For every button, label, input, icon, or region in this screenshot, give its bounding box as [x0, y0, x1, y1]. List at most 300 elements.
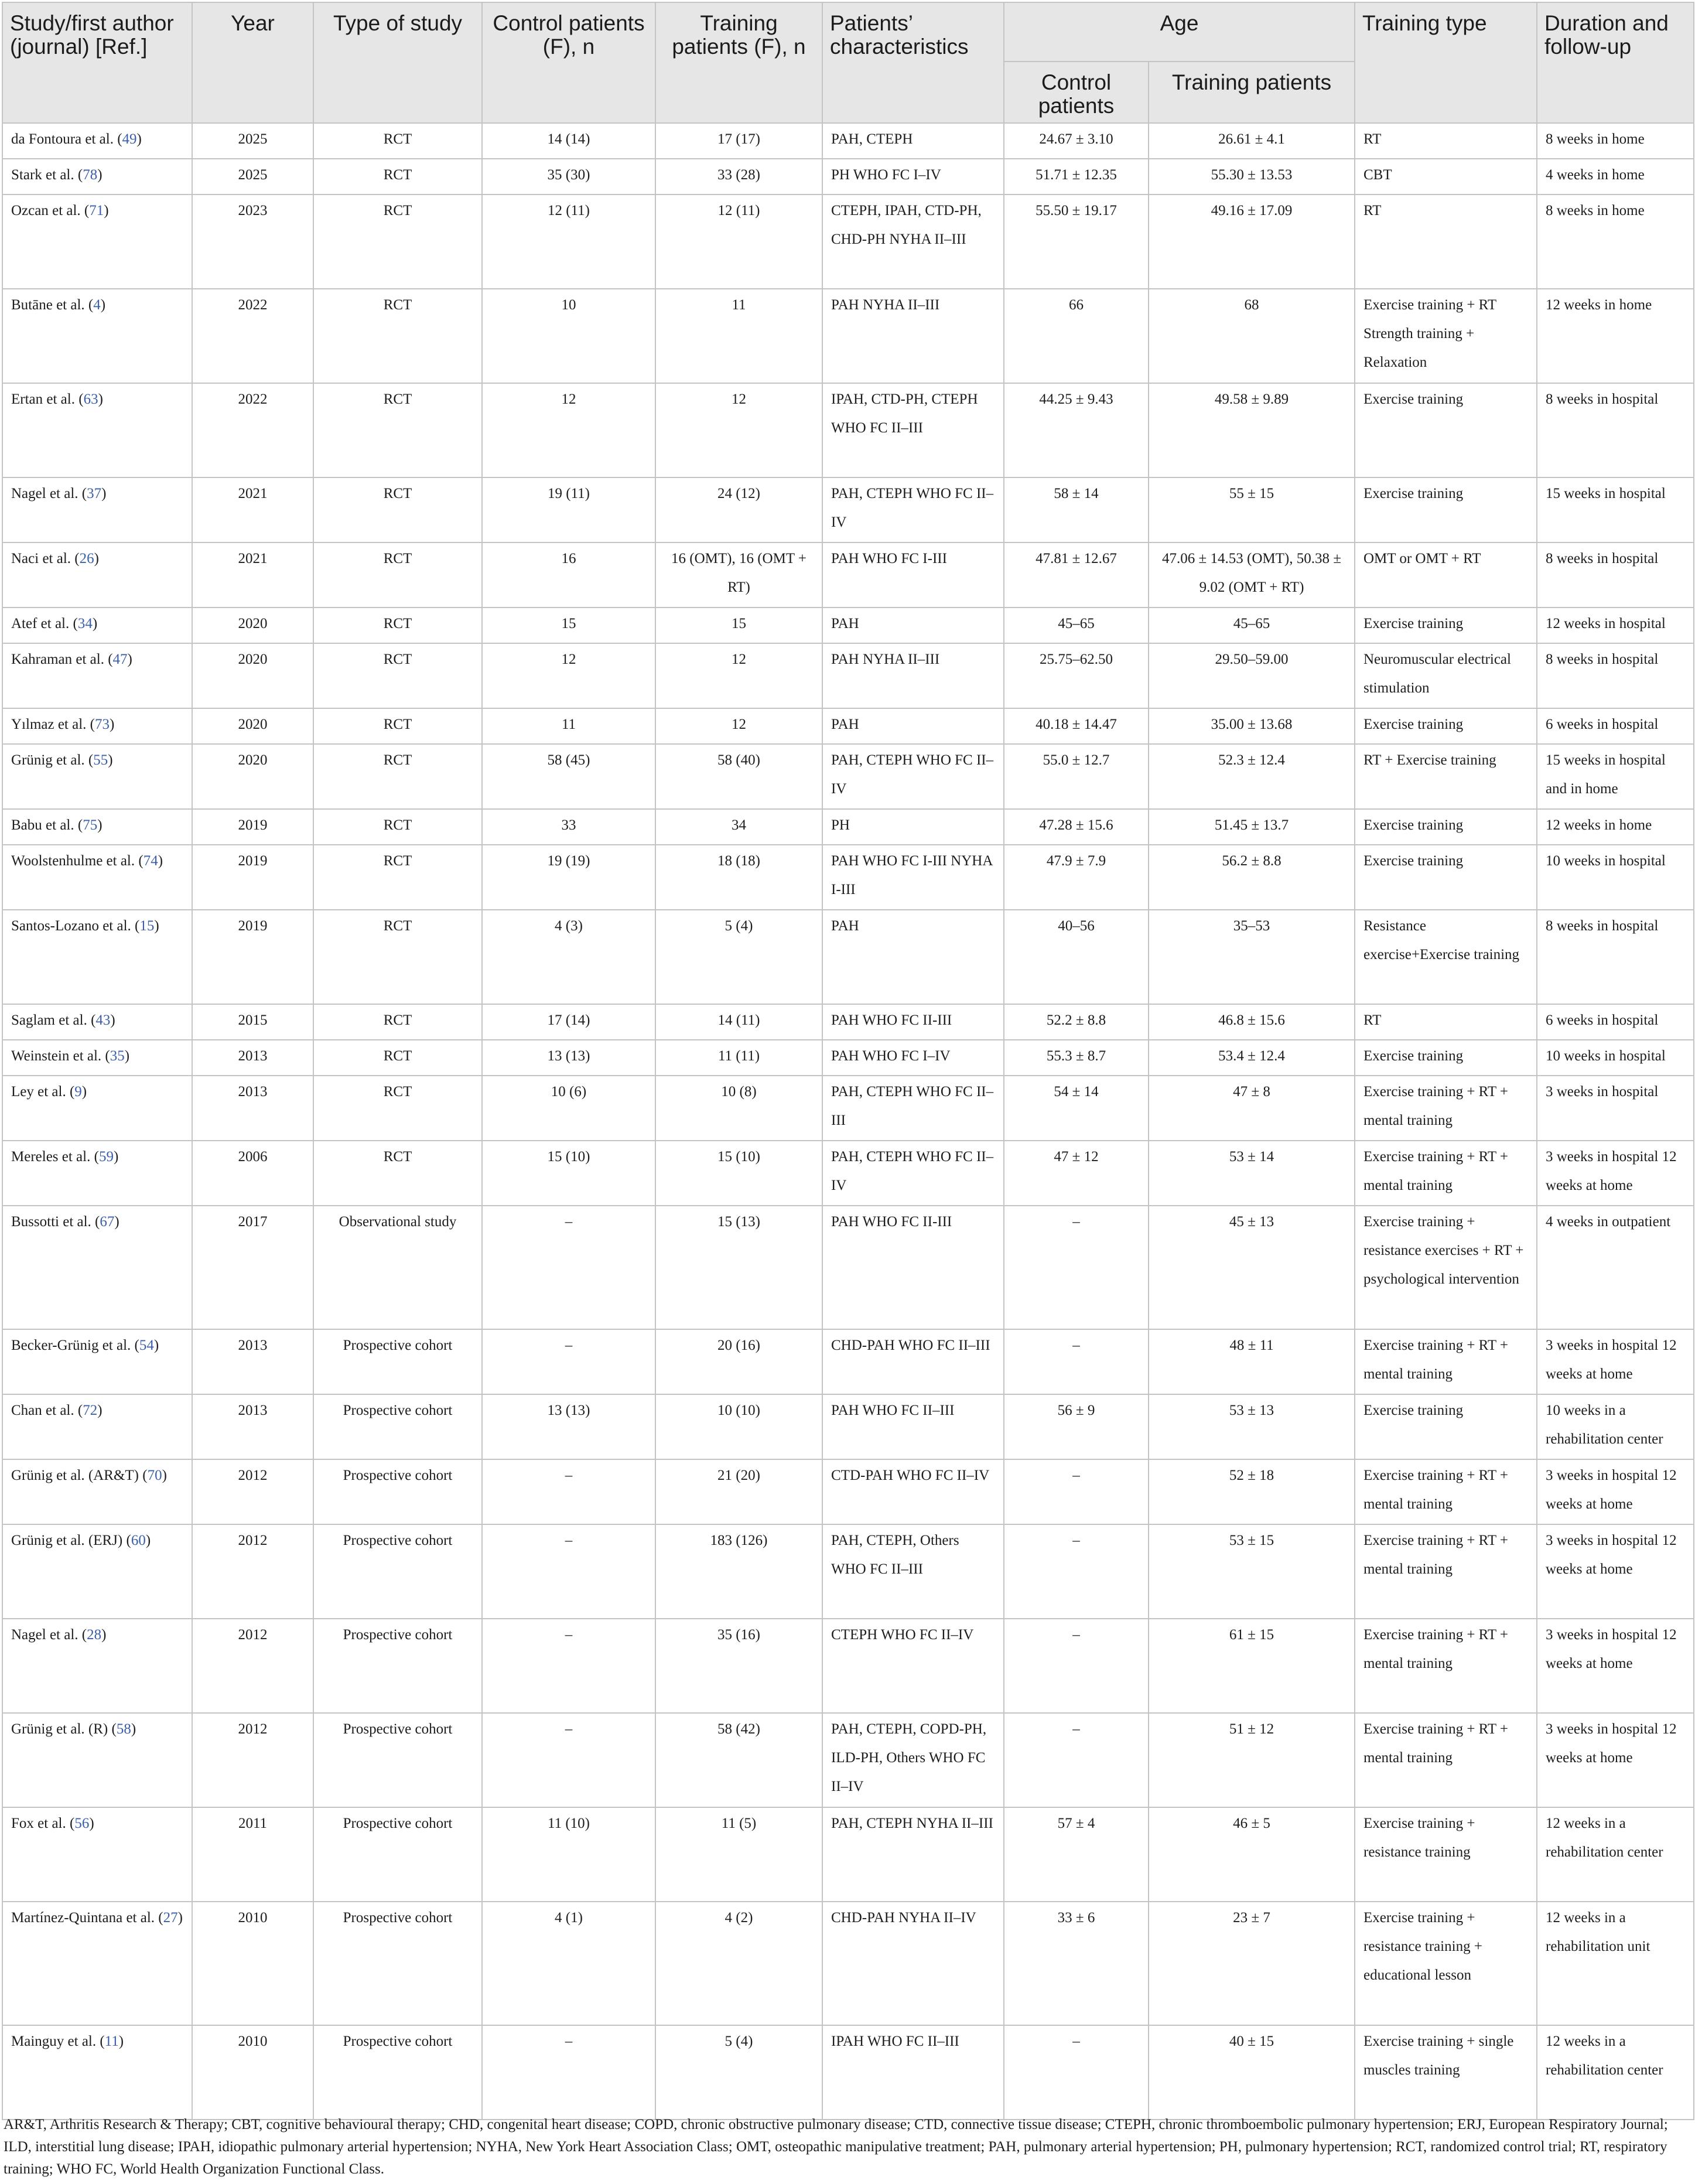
cell-study	[2, 809, 192, 845]
reference-link[interactable]: 49	[122, 131, 137, 147]
reference-close: )	[98, 391, 103, 407]
cell-training-type: Exercise training + RT Strength training + Relaxation	[1355, 289, 1537, 383]
cell-study	[2, 744, 192, 809]
cell-duration: 4 weeks in home	[1537, 159, 1694, 194]
cell-age-control: –	[1004, 1459, 1149, 1524]
cell-age-control: 58 ± 14	[1004, 477, 1149, 542]
header-training-patients: Training patients (F), n	[655, 2, 822, 123]
table-row	[2, 910, 1694, 1004]
cell-control-patients: 13 (13)	[482, 1394, 655, 1459]
cell-type-of-study: Prospective cohort	[313, 1394, 482, 1459]
header-age: Age	[1004, 2, 1355, 62]
cell-age-training: 49.58 ± 9.89	[1149, 383, 1355, 477]
cell-type-of-study: RCT	[313, 123, 482, 159]
cell-type-of-study: RCT	[313, 643, 482, 708]
cell-age-control: –	[1004, 1524, 1149, 1619]
author-name: Babu et al. (	[11, 817, 83, 833]
reference-close: )	[94, 551, 99, 567]
cell-training-patients: 11 (11)	[655, 1040, 822, 1076]
cell-training-patients: 58 (40)	[655, 744, 822, 809]
table-row	[2, 2025, 1694, 2120]
cell-study	[2, 159, 192, 194]
reference-close: )	[97, 167, 102, 183]
cell-year: 2021	[192, 542, 313, 608]
reference-link[interactable]: 43	[95, 1012, 111, 1028]
reference-close: )	[110, 716, 115, 732]
table-body	[2, 123, 1694, 2120]
cell-training-patients: 14 (11)	[655, 1004, 822, 1040]
reference-link[interactable]: 35	[110, 1048, 125, 1064]
cell-study	[2, 708, 192, 744]
cell-control-patients: 35 (30)	[482, 159, 655, 194]
table-footnote: AR&T, Arthritis Research & Therapy; CBT, cognitive behavioural therapy; CHD, congenital heart disease; COPD, chronic obstructive pulmonary disease; CTD, connective tissue disease; CTEPH, chronic thromboembolic pulmonary hypertension; ERJ, European Respiratory Journal; ILD, interstitial lung disease; IPAH, idiopathic pulmonary arterial hypertension; NYHA, New York Heart Association Class; OMT, osteopathic manipulative treatment; PAH, pulmonary arterial hypertension; PH, pulmonary hypertension; RCT, randomized control trial; RT, respiratory training; WHO FC, World Health Organization Functional Class.	[4, 2117, 1668, 2177]
cell-patients-characteristics: PAH	[822, 910, 1004, 1004]
cell-patients-characteristics: PAH WHO FC II-III	[822, 1206, 1004, 1329]
cell-type-of-study: RCT	[313, 289, 482, 383]
cell-training-patients: 18 (18)	[655, 845, 822, 910]
cell-age-training: 55.30 ± 13.53	[1149, 159, 1355, 194]
author-name: Atef et al. (	[11, 616, 78, 632]
table-row	[2, 1713, 1694, 1807]
cell-patients-characteristics: PH	[822, 809, 1004, 845]
reference-link[interactable]: 78	[83, 167, 98, 183]
cell-duration: 3 weeks in hospital	[1537, 1076, 1694, 1141]
cell-type-of-study: Prospective cohort	[313, 1329, 482, 1394]
cell-training-type: Exercise training	[1355, 845, 1537, 910]
cell-control-patients: 11	[482, 708, 655, 744]
cell-year: 2010	[192, 2025, 313, 2120]
table-row	[2, 1076, 1694, 1141]
cell-training-type: OMT or OMT + RT	[1355, 542, 1537, 608]
cell-patients-characteristics: PAH WHO FC II-III	[822, 1004, 1004, 1040]
cell-duration: 8 weeks in home	[1537, 123, 1694, 159]
cell-control-patients: 15 (10)	[482, 1141, 655, 1206]
cell-patients-characteristics: PAH, CTEPH, Others WHO FC II–III	[822, 1524, 1004, 1619]
cell-year: 2013	[192, 1394, 313, 1459]
cell-age-control: –	[1004, 2025, 1149, 2120]
cell-age-training: 45 ± 13	[1149, 1206, 1355, 1329]
cell-patients-characteristics: PAH	[822, 708, 1004, 744]
cell-duration: 12 weeks in a rehabilitation center	[1537, 1807, 1694, 1902]
table-row	[2, 1619, 1694, 1713]
table-row	[2, 708, 1694, 744]
reference-close: )	[97, 1402, 102, 1418]
reference-close: )	[127, 651, 132, 667]
cell-year: 2020	[192, 708, 313, 744]
cell-training-type: Exercise training + RT + mental training	[1355, 1459, 1537, 1524]
author-name: Naci et al. (	[11, 551, 80, 567]
reference-close: )	[110, 1012, 115, 1028]
cell-study	[2, 123, 192, 159]
cell-training-type: Exercise training	[1355, 1040, 1537, 1076]
reference-link[interactable]: 58	[116, 1721, 131, 1737]
reference-close: )	[114, 1214, 119, 1230]
cell-training-patients: 15 (10)	[655, 1141, 822, 1206]
reference-close: )	[100, 297, 106, 313]
header-year: Year	[192, 2, 313, 123]
cell-age-training: 51 ± 12	[1149, 1713, 1355, 1807]
cell-patients-characteristics: PAH WHO FC II–III	[822, 1394, 1004, 1459]
cell-study	[2, 2025, 192, 2120]
author-name: Fox et al. (	[11, 1816, 75, 1831]
cell-duration: 3 weeks in hospital 12 weeks at home	[1537, 1141, 1694, 1206]
cell-study	[2, 1807, 192, 1902]
cell-type-of-study: RCT	[313, 383, 482, 477]
reference-close: )	[89, 1816, 94, 1831]
reference-link[interactable]: 71	[89, 203, 104, 219]
cell-study	[2, 1394, 192, 1459]
reference-close: )	[154, 918, 159, 934]
author-name: Woolstenhulme et al. (	[11, 853, 143, 869]
reference-close: )	[92, 616, 98, 632]
cell-training-patients: 35 (16)	[655, 1619, 822, 1713]
cell-age-control: 47.81 ± 12.67	[1004, 542, 1149, 608]
cell-age-control: 45–65	[1004, 608, 1149, 643]
reference-link[interactable]: 54	[139, 1337, 154, 1353]
cell-age-training: 52 ± 18	[1149, 1459, 1355, 1524]
cell-year: 2019	[192, 845, 313, 910]
reference-link[interactable]: 60	[131, 1533, 146, 1548]
cell-training-type: Exercise training	[1355, 477, 1537, 542]
reference-close: )	[113, 1149, 119, 1165]
cell-duration: 12 weeks in a rehabilitation unit	[1537, 1902, 1694, 2025]
cell-year: 2015	[192, 1004, 313, 1040]
cell-training-patients: 12	[655, 643, 822, 708]
cell-type-of-study: RCT	[313, 1004, 482, 1040]
cell-training-type: Exercise training + RT + mental training	[1355, 1619, 1537, 1713]
cell-training-type: Exercise training + RT + mental training	[1355, 1713, 1537, 1807]
table-row	[2, 383, 1694, 477]
table-row	[2, 1902, 1694, 2025]
cell-control-patients: 17 (14)	[482, 1004, 655, 1040]
cell-control-patients: 12	[482, 643, 655, 708]
cell-patients-characteristics: PAH WHO FC I–IV	[822, 1040, 1004, 1076]
cell-duration: 12 weeks in home	[1537, 289, 1694, 383]
reference-link[interactable]: 74	[143, 853, 158, 869]
cell-patients-characteristics: PAH, CTEPH, COPD-PH, ILD-PH, Others WHO FC II–IV	[822, 1713, 1004, 1807]
cell-year: 2013	[192, 1040, 313, 1076]
cell-control-patients: 12 (11)	[482, 194, 655, 289]
author-name: Martínez-Quintana et al. (	[11, 1910, 163, 1926]
cell-type-of-study: Prospective cohort	[313, 1524, 482, 1619]
author-name: Grünig et al. (AR&T) (	[11, 1468, 148, 1483]
cell-patients-characteristics: PAH NYHA II–III	[822, 643, 1004, 708]
cell-year: 2022	[192, 289, 313, 383]
table-row	[2, 194, 1694, 289]
cell-study	[2, 1141, 192, 1206]
author-name: Weinstein et al. (	[11, 1048, 110, 1064]
cell-age-training: 56.2 ± 8.8	[1149, 845, 1355, 910]
cell-training-type: Exercise training	[1355, 1394, 1537, 1459]
cell-study	[2, 1004, 192, 1040]
cell-study	[2, 643, 192, 708]
table-row	[2, 542, 1694, 608]
cell-training-patients: 12	[655, 383, 822, 477]
cell-training-type: RT	[1355, 123, 1537, 159]
header-type-of-study: Type of study	[313, 2, 482, 123]
cell-type-of-study: RCT	[313, 744, 482, 809]
cell-year: 2022	[192, 383, 313, 477]
reference-link[interactable]: 56	[74, 1816, 90, 1831]
cell-training-type: Neuromuscular electrical stimulation	[1355, 643, 1537, 708]
cell-type-of-study: RCT	[313, 194, 482, 289]
reference-link[interactable]: 27	[163, 1910, 178, 1926]
cell-duration: 12 weeks in home	[1537, 809, 1694, 845]
cell-training-patients: 33 (28)	[655, 159, 822, 194]
cell-training-patients: 17 (17)	[655, 123, 822, 159]
author-name: Saglam et al. (	[11, 1012, 96, 1028]
cell-duration: 3 weeks in hospital 12 weeks at home	[1537, 1459, 1694, 1524]
cell-training-type: RT	[1355, 194, 1537, 289]
cell-training-type: Exercise training	[1355, 809, 1537, 845]
table-row	[2, 1004, 1694, 1040]
cell-year: 2020	[192, 744, 313, 809]
cell-control-patients: 12	[482, 383, 655, 477]
cell-control-patients: 58 (45)	[482, 744, 655, 809]
author-name: Grünig et al. (	[11, 752, 94, 768]
reference-close: )	[158, 853, 163, 869]
cell-type-of-study: Prospective cohort	[313, 1713, 482, 1807]
table-row	[2, 1394, 1694, 1459]
header-age-control: Control patients	[1004, 62, 1149, 123]
cell-type-of-study: RCT	[313, 1076, 482, 1141]
reference-link[interactable]: 34	[77, 616, 93, 632]
cell-patients-characteristics: PAH, CTEPH WHO FC II–III	[822, 1076, 1004, 1141]
cell-training-patients: 5 (4)	[655, 2025, 822, 2120]
reference-close: )	[101, 486, 107, 501]
cell-type-of-study: Prospective cohort	[313, 1807, 482, 1902]
cell-patients-characteristics: CTEPH WHO FC II–IV	[822, 1619, 1004, 1713]
cell-training-patients: 20 (16)	[655, 1329, 822, 1394]
table-row	[2, 1329, 1694, 1394]
cell-duration: 8 weeks in hospital	[1537, 542, 1694, 608]
cell-control-patients: –	[482, 1459, 655, 1524]
cell-type-of-study: RCT	[313, 910, 482, 1004]
cell-training-patients: 58 (42)	[655, 1713, 822, 1807]
cell-age-training: 46 ± 5	[1149, 1807, 1355, 1902]
reference-link[interactable]: 67	[100, 1214, 115, 1230]
table-row	[2, 1141, 1694, 1206]
reference-close: )	[131, 1721, 136, 1737]
cell-age-control: 40–56	[1004, 910, 1149, 1004]
reference-close: )	[162, 1468, 167, 1483]
cell-study	[2, 1329, 192, 1394]
header-control-patients: Control patients (F), n	[482, 2, 655, 123]
cell-training-type: RT	[1355, 1004, 1537, 1040]
cell-training-type: Exercise training	[1355, 608, 1537, 643]
cell-age-training: 53 ± 13	[1149, 1394, 1355, 1459]
reference-link[interactable]: 26	[79, 551, 94, 567]
table-row	[2, 1040, 1694, 1076]
cell-study	[2, 1076, 192, 1141]
reference-link[interactable]: 47	[112, 651, 128, 667]
author-name: Santos-Lozano et al. (	[11, 918, 140, 934]
header-patients-characteristics: Patients’ characteristics	[822, 2, 1004, 123]
table-row	[2, 289, 1694, 383]
cell-duration: 10 weeks in hospital	[1537, 845, 1694, 910]
cell-year: 2025	[192, 123, 313, 159]
cell-duration: 12 weeks in a rehabilitation center	[1537, 2025, 1694, 2120]
cell-type-of-study: RCT	[313, 1141, 482, 1206]
cell-duration: 3 weeks in hospital 12 weeks at home	[1537, 1713, 1694, 1807]
cell-age-control: 55.3 ± 8.7	[1004, 1040, 1149, 1076]
cell-age-training: 53 ± 14	[1149, 1141, 1355, 1206]
cell-age-control: 33 ± 6	[1004, 1902, 1149, 2025]
table-row	[2, 809, 1694, 845]
table-row	[2, 744, 1694, 809]
cell-type-of-study: Prospective cohort	[313, 1459, 482, 1524]
cell-training-type: Resistance exercise+Exercise training	[1355, 910, 1537, 1004]
table-header	[2, 2, 1694, 123]
header-duration: Duration and follow-up	[1537, 2, 1694, 123]
reference-close: )	[124, 1048, 130, 1064]
author-name: Butāne et al. (	[11, 297, 94, 313]
cell-year: 2020	[192, 608, 313, 643]
cell-training-patients: 15 (13)	[655, 1206, 822, 1329]
reference-link[interactable]: 11	[104, 2033, 119, 2049]
cell-patients-characteristics: IPAH, CTD-PH, CTEPH WHO FC II–III	[822, 383, 1004, 477]
reference-link[interactable]: 59	[98, 1149, 114, 1165]
reference-close: )	[97, 817, 102, 833]
reference-link[interactable]: 70	[147, 1468, 162, 1483]
cell-training-type: Exercise training + resistance exercises + RT + psychological intervention	[1355, 1206, 1537, 1329]
cell-year: 2019	[192, 910, 313, 1004]
cell-study	[2, 1619, 192, 1713]
author-name: Grünig et al. (ERJ) (	[11, 1533, 131, 1548]
cell-age-training: 46.8 ± 15.6	[1149, 1004, 1355, 1040]
cell-training-patients: 183 (126)	[655, 1524, 822, 1619]
cell-study	[2, 542, 192, 608]
cell-age-control: 47.9 ± 7.9	[1004, 845, 1149, 910]
author-name: Grünig et al. (R) (	[11, 1721, 117, 1737]
cell-training-type: Exercise training	[1355, 383, 1537, 477]
reference-close: )	[104, 203, 109, 219]
cell-age-control: 24.67 ± 3.10	[1004, 123, 1149, 159]
cell-training-type: Exercise training	[1355, 708, 1537, 744]
cell-training-patients: 11	[655, 289, 822, 383]
cell-duration: 15 weeks in hospital	[1537, 477, 1694, 542]
cell-control-patients: 10 (6)	[482, 1076, 655, 1141]
cell-age-training: 45–65	[1149, 608, 1355, 643]
reference-link[interactable]: 15	[139, 918, 155, 934]
table-row	[2, 1206, 1694, 1329]
cell-duration: 3 weeks in hospital 12 weeks at home	[1537, 1329, 1694, 1394]
cell-duration: 12 weeks in hospital	[1537, 608, 1694, 643]
reference-link[interactable]: 4	[93, 297, 101, 313]
cell-age-training: 35.00 ± 13.68	[1149, 708, 1355, 744]
cell-control-patients: 19 (19)	[482, 845, 655, 910]
cell-training-patients: 10 (8)	[655, 1076, 822, 1141]
cell-control-patients: –	[482, 1713, 655, 1807]
table-row	[2, 1459, 1694, 1524]
cell-patients-characteristics: CHD-PAH NYHA II–IV	[822, 1902, 1004, 2025]
cell-training-patients: 10 (10)	[655, 1394, 822, 1459]
cell-control-patients: –	[482, 2025, 655, 2120]
cell-control-patients: 4 (3)	[482, 910, 655, 1004]
cell-patients-characteristics: CHD-PAH WHO FC II–III	[822, 1329, 1004, 1394]
author-name: Ozcan et al. (	[11, 203, 90, 219]
table-row	[2, 1807, 1694, 1902]
cell-age-training: 47.06 ± 14.53 (OMT), 50.38 ± 9.02 (OMT + RT)	[1149, 542, 1355, 608]
author-name: da Fontoura et al. (	[11, 131, 122, 147]
cell-year: 2013	[192, 1329, 313, 1394]
header-age-training: Training patients	[1149, 62, 1355, 123]
table-row	[2, 159, 1694, 194]
cell-training-patients: 15	[655, 608, 822, 643]
cell-age-control: 47.28 ± 15.6	[1004, 809, 1149, 845]
reference-link[interactable]: 9	[74, 1084, 82, 1100]
author-name: Ley et al. (	[11, 1084, 75, 1100]
cell-age-training: 48 ± 11	[1149, 1329, 1355, 1394]
cell-age-control: –	[1004, 1206, 1149, 1329]
cell-age-control: 54 ± 14	[1004, 1076, 1149, 1141]
cell-duration: 8 weeks in hospital	[1537, 383, 1694, 477]
cell-year: 2025	[192, 159, 313, 194]
cell-age-control: 57 ± 4	[1004, 1807, 1149, 1902]
author-name: Mainguy et al. (	[11, 2033, 105, 2049]
cell-study	[2, 1902, 192, 2025]
cell-duration: 15 weeks in hospital and in home	[1537, 744, 1694, 809]
reference-link[interactable]: 72	[83, 1402, 98, 1418]
cell-training-type: CBT	[1355, 159, 1537, 194]
reference-link[interactable]: 55	[93, 752, 108, 768]
cell-training-patients: 11 (5)	[655, 1807, 822, 1902]
cell-type-of-study: RCT	[313, 708, 482, 744]
cell-duration: 3 weeks in hospital 12 weeks at home	[1537, 1524, 1694, 1619]
cell-study	[2, 194, 192, 289]
cell-control-patients: 11 (10)	[482, 1807, 655, 1902]
cell-age-control: 47 ± 12	[1004, 1141, 1149, 1206]
cell-type-of-study: Observational study	[313, 1206, 482, 1329]
cell-control-patients: 4 (1)	[482, 1902, 655, 2025]
cell-year: 2013	[192, 1076, 313, 1141]
reference-link[interactable]: 75	[83, 817, 98, 833]
cell-year: 2023	[192, 194, 313, 289]
cell-year: 2012	[192, 1524, 313, 1619]
cell-study	[2, 1206, 192, 1329]
reference-link[interactable]: 63	[83, 391, 98, 407]
cell-age-training: 68	[1149, 289, 1355, 383]
cell-year: 2011	[192, 1807, 313, 1902]
cell-age-control: 44.25 ± 9.43	[1004, 383, 1149, 477]
reference-link[interactable]: 73	[95, 716, 110, 732]
cell-training-patients: 12 (11)	[655, 194, 822, 289]
cell-training-type: Exercise training + RT + mental training	[1355, 1076, 1537, 1141]
cell-study	[2, 383, 192, 477]
cell-type-of-study: RCT	[313, 845, 482, 910]
cell-type-of-study: RCT	[313, 542, 482, 608]
cell-age-control: 56 ± 9	[1004, 1394, 1149, 1459]
reference-link[interactable]: 28	[87, 1627, 102, 1643]
cell-year: 2021	[192, 477, 313, 542]
cell-age-training: 51.45 ± 13.7	[1149, 809, 1355, 845]
cell-age-control: 25.75–62.50	[1004, 643, 1149, 708]
cell-year: 2017	[192, 1206, 313, 1329]
cell-duration: 8 weeks in home	[1537, 194, 1694, 289]
table-row	[2, 477, 1694, 542]
cell-control-patients: –	[482, 1619, 655, 1713]
cell-type-of-study: Prospective cohort	[313, 1902, 482, 2025]
cell-duration: 6 weeks in hospital	[1537, 1004, 1694, 1040]
cell-patients-characteristics: PAH	[822, 608, 1004, 643]
reference-link[interactable]: 37	[87, 486, 102, 501]
reference-close: )	[136, 131, 142, 147]
cell-age-control: –	[1004, 1713, 1149, 1807]
reference-close: )	[108, 752, 113, 768]
reference-close: )	[118, 2033, 124, 2049]
author-name: Chan et al. (	[11, 1402, 83, 1418]
cell-patients-characteristics: PAH, CTEPH WHO FC II–IV	[822, 744, 1004, 809]
